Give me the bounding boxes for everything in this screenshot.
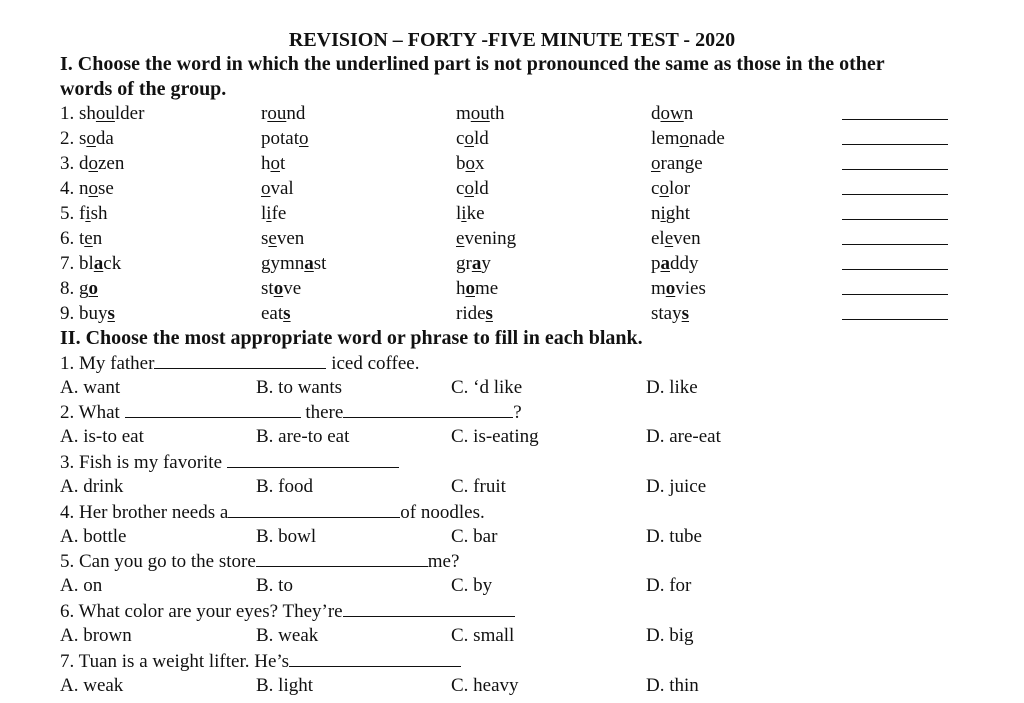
word-option [60, 126, 114, 151]
underlined-part: i [85, 203, 91, 224]
word-suffix: n [683, 103, 694, 124]
word-prefix: c [651, 178, 660, 199]
word-option [261, 276, 301, 301]
word-option [60, 176, 114, 201]
word-suffix: ld [473, 178, 489, 199]
question-part: 4. Her brother needs a [60, 502, 229, 523]
underlined-part: o [88, 278, 98, 299]
word-option [456, 301, 493, 326]
table-row [0, 276, 1024, 301]
page-title: REVISION – FORTY -FIVE MINUTE TEST - 2020 [288, 29, 736, 51]
word-option [60, 276, 98, 301]
question-part: 1. My father [60, 353, 155, 374]
word-prefix: m [651, 278, 666, 299]
underlined-part: o [665, 278, 676, 299]
item-number: 1. [60, 103, 79, 124]
word-suffix: ven [276, 228, 305, 249]
word-suffix: ven [673, 228, 701, 249]
word-suffix: vening [464, 228, 517, 249]
answer-option[interactable]: A. brown [60, 625, 132, 646]
underlined-part: o [299, 128, 309, 149]
underlined-part: o [651, 153, 661, 174]
underlined-part: ou [470, 103, 490, 124]
word-suffix: t [280, 153, 286, 174]
question-part: there [300, 402, 344, 423]
table-row [0, 101, 1024, 126]
underlined-part: ow [660, 103, 684, 124]
underlined-part: e [84, 228, 93, 249]
answer-option[interactable]: B. to [256, 575, 293, 596]
answer-option[interactable]: A. want [60, 377, 121, 398]
word-suffix: fe [271, 203, 287, 224]
fill-blank[interactable] [154, 350, 326, 369]
word-option [456, 276, 498, 301]
answer-blank[interactable] [842, 194, 948, 195]
word-prefix: t [79, 228, 85, 249]
word-prefix: m [456, 103, 471, 124]
answer-option[interactable]: D. juice [646, 476, 707, 497]
section2-heading: II. Choose the most appropriate word or phrase to fill in each blank. [60, 327, 643, 349]
word-option [261, 251, 326, 276]
underlined-part: o [465, 278, 475, 299]
answer-option[interactable]: B. food [256, 476, 313, 497]
word-suffix: vies [675, 278, 706, 299]
word-option [261, 201, 286, 226]
underlined-part: o [464, 128, 474, 149]
word-suffix: lor [668, 178, 691, 199]
question-part: of noodles. [400, 502, 485, 523]
question-text [60, 598, 515, 624]
word-prefix: potat [261, 128, 299, 149]
answer-option[interactable]: D. big [646, 625, 694, 646]
word-prefix: s [79, 128, 87, 149]
word-suffix: ld [473, 128, 489, 149]
answer-blank[interactable] [842, 169, 948, 170]
item-number: 2. [60, 128, 79, 149]
word-option [651, 251, 699, 276]
answer-option[interactable]: B. bowl [256, 526, 317, 547]
word-prefix: gr [456, 253, 472, 274]
answer-option[interactable]: A. on [60, 575, 103, 596]
answer-option[interactable]: D. like [646, 377, 698, 398]
word-prefix: gymn [261, 253, 305, 274]
word-suffix: ck [103, 253, 122, 274]
underlined-part: o [261, 178, 271, 199]
underlined-part: a [304, 253, 314, 274]
underlined-part: a [93, 253, 104, 274]
table-row [0, 176, 1024, 201]
fill-blank[interactable] [125, 399, 301, 418]
table-row [0, 251, 1024, 276]
word-suffix: n [92, 228, 103, 249]
underlined-part: a [471, 253, 482, 274]
section1-heading: I. Choose the word in which the underlined part is not pronounced the same as those in the other [60, 53, 885, 75]
answer-option[interactable]: B. weak [256, 625, 319, 646]
word-prefix: c [456, 128, 465, 149]
word-prefix: p [651, 253, 661, 274]
word-option [261, 226, 304, 251]
table-row [0, 301, 1024, 326]
question-text [60, 399, 522, 425]
word-option [651, 301, 689, 326]
answer-blank[interactable] [842, 144, 948, 145]
item-number: 6. [60, 228, 79, 249]
underlined-part: o [679, 128, 689, 149]
word-prefix: d [79, 153, 89, 174]
fill-blank[interactable] [227, 449, 399, 468]
word-prefix: h [456, 278, 466, 299]
word-option [261, 301, 291, 326]
fill-blank[interactable] [343, 598, 515, 617]
word-prefix: ride [456, 303, 486, 324]
word-option [456, 176, 489, 201]
underlined-part: o [270, 153, 280, 174]
word-prefix: h [261, 153, 271, 174]
table-row [0, 151, 1024, 176]
answer-blank[interactable] [842, 119, 948, 120]
item-number: 5. [60, 203, 79, 224]
answer-option[interactable]: C. ‘d like [451, 377, 523, 398]
underlined-part: e [664, 228, 674, 249]
answer-option[interactable]: A. bottle [60, 526, 127, 547]
question-part: iced coffee. [326, 353, 420, 374]
underlined-part: i [461, 203, 467, 224]
underlined-part: s [283, 303, 291, 324]
question-part: 7. Tuan is a weight lifter. He’s [60, 651, 290, 672]
word-prefix: n [651, 203, 661, 224]
word-prefix: c [456, 178, 465, 199]
word-option [60, 226, 102, 251]
word-option [60, 201, 108, 226]
answer-option[interactable]: C. by [451, 575, 493, 596]
word-prefix: buy [79, 303, 108, 324]
answer-option[interactable]: C. heavy [451, 675, 519, 696]
word-option [261, 126, 309, 151]
underlined-part: o [273, 278, 284, 299]
word-option [60, 301, 115, 326]
word-option [651, 226, 701, 251]
underlined-part: o [464, 178, 474, 199]
answer-blank[interactable] [842, 244, 948, 245]
word-prefix: l [456, 203, 462, 224]
underlined-part: o [659, 178, 669, 199]
word-prefix: s [261, 228, 269, 249]
question-text [60, 648, 461, 674]
word-suffix: ght [665, 203, 691, 224]
underlined-part: e [456, 228, 465, 249]
word-option [456, 101, 505, 126]
item-number: 9. [60, 303, 79, 324]
word-option [456, 126, 489, 151]
word-option [651, 101, 693, 126]
question-part: 6. What color are your eyes? They’re [60, 601, 343, 622]
underlined-part: ou [95, 103, 115, 124]
word-prefix: g [79, 278, 89, 299]
word-prefix: eat [261, 303, 284, 324]
word-suffix: me [475, 278, 499, 299]
word-option [651, 176, 690, 201]
underlined-part: ou [267, 103, 287, 124]
word-suffix: x [475, 153, 485, 174]
word-suffix: da [95, 128, 114, 149]
underlined-part: s [681, 303, 690, 324]
question-text [60, 350, 419, 376]
word-option [60, 101, 144, 126]
word-suffix: val [270, 178, 294, 199]
answer-option[interactable]: B. light [256, 675, 314, 696]
fill-blank[interactable] [256, 548, 428, 567]
word-prefix: f [79, 203, 86, 224]
answer-blank[interactable] [842, 219, 948, 220]
underlined-part: o [88, 153, 98, 174]
word-suffix: ve [283, 278, 302, 299]
word-prefix: lem [651, 128, 680, 149]
word-prefix: b [456, 153, 466, 174]
table-row [0, 226, 1024, 251]
fill-blank[interactable] [228, 499, 400, 518]
word-suffix: nade [689, 128, 725, 149]
word-option [60, 151, 124, 176]
answer-option[interactable]: A. weak [60, 675, 124, 696]
word-option [456, 226, 516, 251]
word-option [651, 276, 706, 301]
word-suffix: nd [286, 103, 306, 124]
item-number: 3. [60, 153, 79, 174]
answer-option[interactable]: C. fruit [451, 476, 506, 497]
word-suffix: zen [98, 153, 125, 174]
word-option [261, 151, 285, 176]
item-number: 7. [60, 253, 79, 274]
answer-option[interactable]: D. thin [646, 675, 699, 696]
question-text [60, 499, 485, 525]
underlined-part: s [107, 303, 115, 324]
word-prefix: r [261, 103, 268, 124]
word-prefix: el [651, 228, 665, 249]
fill-blank[interactable] [289, 648, 461, 667]
table-row [0, 201, 1024, 226]
word-prefix: sh [79, 103, 96, 124]
word-option [60, 251, 121, 276]
question-part: me? [427, 551, 460, 572]
word-prefix: bl [79, 253, 94, 274]
word-suffix: lder [114, 103, 145, 124]
word-option [456, 201, 485, 226]
answer-option[interactable]: D. are-eat [646, 426, 721, 447]
underlined-part: o [88, 178, 98, 199]
underlined-part: i [660, 203, 666, 224]
word-suffix: sh [90, 203, 108, 224]
answer-option[interactable]: A. drink [60, 476, 124, 497]
answer-option[interactable]: D. tube [646, 526, 702, 547]
word-prefix: stay [651, 303, 682, 324]
answer-option[interactable]: B. to wants [256, 377, 343, 398]
answer-option[interactable]: C. is-eating [451, 426, 539, 447]
section1-heading-cont: words of the group. [60, 78, 227, 100]
underlined-part: e [268, 228, 277, 249]
word-option [261, 101, 305, 126]
word-suffix: y [481, 253, 491, 274]
word-option [261, 176, 294, 201]
item-number: 4. [60, 178, 79, 199]
underlined-part: a [660, 253, 670, 274]
question-part: 2. What [60, 402, 125, 423]
underlined-part: o [86, 128, 96, 149]
fill-blank[interactable] [343, 399, 513, 418]
answer-option[interactable]: B. are-to eat [256, 426, 350, 447]
word-prefix: l [261, 203, 267, 224]
question-text [60, 548, 459, 574]
word-suffix: ddy [670, 253, 699, 274]
answer-option[interactable]: C. bar [451, 526, 498, 547]
answer-option[interactable]: C. small [451, 625, 515, 646]
word-option [651, 126, 725, 151]
item-number: 8. [60, 278, 79, 299]
underlined-part: i [266, 203, 272, 224]
question-part: ? [513, 402, 522, 423]
word-suffix: se [98, 178, 114, 199]
answer-blank[interactable] [842, 319, 948, 320]
word-option [651, 201, 690, 226]
answer-blank[interactable] [842, 269, 948, 270]
question-part: 5. Can you go to the store [60, 551, 256, 572]
word-suffix: th [489, 103, 505, 124]
question-part: 3. Fish is my favorite [60, 452, 227, 473]
answer-blank[interactable] [842, 294, 948, 295]
underlined-part: s [485, 303, 493, 324]
word-suffix: st [313, 253, 327, 274]
word-option [456, 151, 485, 176]
word-prefix: d [651, 103, 661, 124]
word-suffix: range [660, 153, 703, 174]
underlined-part: o [465, 153, 475, 174]
word-option [456, 251, 491, 276]
table-row [0, 126, 1024, 151]
answer-option[interactable]: D. for [646, 575, 692, 596]
word-suffix: ke [466, 203, 485, 224]
answer-option[interactable]: A. is-to eat [60, 426, 144, 447]
word-option [651, 151, 703, 176]
question-text [60, 449, 399, 475]
word-prefix: n [79, 178, 89, 199]
word-prefix: st [261, 278, 274, 299]
